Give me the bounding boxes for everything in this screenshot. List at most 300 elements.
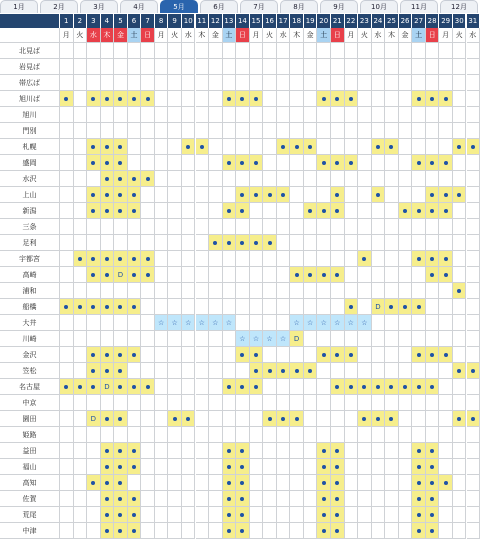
- calendar-cell[interactable]: [223, 507, 237, 523]
- calendar-cell[interactable]: [101, 267, 115, 283]
- calendar-cell[interactable]: [426, 443, 440, 459]
- calendar-cell[interactable]: [331, 443, 345, 459]
- calendar-cell[interactable]: [345, 347, 359, 363]
- month-tab-7[interactable]: 7月: [240, 0, 278, 13]
- month-tab-11[interactable]: 11月: [400, 0, 438, 13]
- calendar-cell[interactable]: [263, 187, 277, 203]
- calendar-cell[interactable]: [345, 299, 359, 315]
- venue-label[interactable]: 宇都宮: [0, 251, 60, 267]
- calendar-cell[interactable]: [317, 459, 331, 475]
- calendar-cell[interactable]: [128, 203, 142, 219]
- calendar-cell[interactable]: [358, 251, 372, 267]
- venue-label[interactable]: 上山: [0, 187, 60, 203]
- calendar-cell[interactable]: [304, 139, 318, 155]
- calendar-cell[interactable]: [439, 251, 453, 267]
- calendar-cell: [331, 123, 345, 139]
- calendar-cell[interactable]: [317, 91, 331, 107]
- calendar-cell[interactable]: [412, 523, 426, 539]
- calendar-cell[interactable]: [114, 507, 128, 523]
- calendar-cell[interactable]: [236, 523, 250, 539]
- calendar-cell[interactable]: [60, 379, 74, 395]
- calendar-cell[interactable]: [317, 443, 331, 459]
- calendar-cell[interactable]: [87, 267, 101, 283]
- calendar-cell[interactable]: [250, 91, 264, 107]
- calendar-cell[interactable]: [467, 139, 480, 155]
- calendar-cell[interactable]: [209, 315, 223, 331]
- calendar-cell[interactable]: [372, 299, 386, 315]
- calendar-cell: [60, 155, 74, 171]
- calendar-cell[interactable]: [317, 347, 331, 363]
- calendar-cell[interactable]: [182, 139, 196, 155]
- calendar-cell[interactable]: [331, 523, 345, 539]
- calendar-cell[interactable]: [101, 187, 115, 203]
- race-day-dot-icon: [132, 193, 136, 197]
- month-tab-4[interactable]: 4月: [120, 0, 158, 13]
- calendar-cell[interactable]: [385, 411, 399, 427]
- month-tab-5[interactable]: 5月: [160, 0, 198, 13]
- calendar-cell[interactable]: [426, 507, 440, 523]
- calendar-cell[interactable]: [317, 315, 331, 331]
- calendar-cell[interactable]: [141, 267, 155, 283]
- day-number-31: 31: [467, 14, 480, 28]
- calendar-cell[interactable]: [277, 139, 291, 155]
- calendar-cell[interactable]: [60, 299, 74, 315]
- calendar-cell[interactable]: [277, 411, 291, 427]
- calendar-cell[interactable]: [101, 379, 115, 395]
- calendar-cell[interactable]: [128, 347, 142, 363]
- venue-label[interactable]: 荒尾: [0, 507, 60, 523]
- month-tab-8[interactable]: 8月: [280, 0, 318, 13]
- calendar-cell[interactable]: [223, 459, 237, 475]
- calendar-cell[interactable]: [87, 379, 101, 395]
- calendar-cell[interactable]: [345, 379, 359, 395]
- venue-label[interactable]: 旭川ば: [0, 91, 60, 107]
- calendar-cell[interactable]: [141, 91, 155, 107]
- calendar-cell[interactable]: [87, 91, 101, 107]
- calendar-cell[interactable]: [101, 155, 115, 171]
- month-tab-10[interactable]: 10月: [360, 0, 398, 13]
- calendar-cell[interactable]: [426, 523, 440, 539]
- calendar-cell[interactable]: [331, 315, 345, 331]
- calendar-cell[interactable]: [290, 331, 304, 347]
- calendar-cell[interactable]: [439, 187, 453, 203]
- calendar-cell[interactable]: [439, 475, 453, 491]
- calendar-cell[interactable]: [114, 411, 128, 427]
- venue-label[interactable]: 笠松: [0, 363, 60, 379]
- calendar-cell[interactable]: [87, 203, 101, 219]
- race-day-dot-icon: [281, 417, 285, 421]
- calendar-cell[interactable]: [114, 155, 128, 171]
- calendar-cell[interactable]: [223, 155, 237, 171]
- calendar-cell[interactable]: [128, 91, 142, 107]
- calendar-cell[interactable]: [250, 347, 264, 363]
- calendar-cell[interactable]: [304, 363, 318, 379]
- calendar-cell[interactable]: [372, 139, 386, 155]
- calendar-cell[interactable]: [114, 203, 128, 219]
- calendar-cell[interactable]: [114, 443, 128, 459]
- calendar-cell[interactable]: [128, 379, 142, 395]
- calendar-cell[interactable]: [412, 507, 426, 523]
- calendar-cell[interactable]: [236, 507, 250, 523]
- calendar-cell[interactable]: [196, 315, 210, 331]
- calendar-cell[interactable]: [412, 203, 426, 219]
- calendar-cell: [87, 171, 101, 187]
- calendar-cell[interactable]: [168, 315, 182, 331]
- calendar-cell[interactable]: [317, 155, 331, 171]
- calendar-cell[interactable]: [128, 443, 142, 459]
- calendar-cell[interactable]: [101, 363, 115, 379]
- calendar-cell[interactable]: [412, 155, 426, 171]
- calendar-cell[interactable]: [317, 507, 331, 523]
- calendar-cell[interactable]: [250, 363, 264, 379]
- venue-label[interactable]: 園田: [0, 411, 60, 427]
- calendar-cell[interactable]: [128, 459, 142, 475]
- calendar-cell[interactable]: [412, 299, 426, 315]
- calendar-cell[interactable]: [128, 299, 142, 315]
- month-tab-2[interactable]: 2月: [40, 0, 78, 13]
- venue-label[interactable]: 足利: [0, 235, 60, 251]
- calendar-cell[interactable]: [182, 315, 196, 331]
- calendar-cell[interactable]: [290, 139, 304, 155]
- calendar-cell[interactable]: [114, 251, 128, 267]
- venue-label[interactable]: 大井: [0, 315, 60, 331]
- calendar-cell[interactable]: [236, 155, 250, 171]
- venue-label[interactable]: 北見ば: [0, 43, 60, 59]
- calendar-cell[interactable]: [236, 235, 250, 251]
- calendar-cell[interactable]: [439, 91, 453, 107]
- venue-label[interactable]: 名古屋: [0, 379, 60, 395]
- calendar-cell[interactable]: [412, 379, 426, 395]
- calendar-cell[interactable]: [426, 155, 440, 171]
- calendar-cell[interactable]: [114, 347, 128, 363]
- calendar-cell[interactable]: [74, 251, 88, 267]
- calendar-cell: [372, 507, 386, 523]
- calendar-cell[interactable]: [74, 379, 88, 395]
- calendar-cell[interactable]: [439, 203, 453, 219]
- venue-label[interactable]: 新潟: [0, 203, 60, 219]
- calendar-cell[interactable]: [128, 251, 142, 267]
- venue-label[interactable]: 中津: [0, 523, 60, 539]
- calendar-cell[interactable]: [101, 507, 115, 523]
- calendar-cell[interactable]: [236, 491, 250, 507]
- calendar-cell[interactable]: [250, 187, 264, 203]
- calendar-cell[interactable]: [114, 299, 128, 315]
- calendar-cell[interactable]: [236, 347, 250, 363]
- venue-label[interactable]: 高知: [0, 475, 60, 491]
- calendar-cell[interactable]: [263, 331, 277, 347]
- venue-label[interactable]: 水沢: [0, 171, 60, 187]
- calendar-cell[interactable]: [345, 155, 359, 171]
- calendar-cell[interactable]: [87, 187, 101, 203]
- calendar-cell[interactable]: [277, 363, 291, 379]
- calendar-cell[interactable]: [114, 139, 128, 155]
- calendar-cell[interactable]: [87, 363, 101, 379]
- calendar-cell[interactable]: [331, 155, 345, 171]
- calendar-cell[interactable]: [331, 187, 345, 203]
- calendar-cell[interactable]: [331, 267, 345, 283]
- calendar-cell[interactable]: [304, 203, 318, 219]
- calendar-cell[interactable]: [372, 411, 386, 427]
- calendar-cell[interactable]: [141, 379, 155, 395]
- calendar-cell: [128, 139, 142, 155]
- calendar-cell[interactable]: [128, 507, 142, 523]
- calendar-cell[interactable]: [236, 459, 250, 475]
- calendar-cell[interactable]: [426, 459, 440, 475]
- night-race-star-icon: ☆: [199, 319, 205, 327]
- calendar-cell[interactable]: [114, 187, 128, 203]
- calendar-cell[interactable]: [399, 203, 413, 219]
- calendar-cell[interactable]: [114, 363, 128, 379]
- calendar-cell[interactable]: [317, 491, 331, 507]
- race-day-dot-icon: [362, 257, 366, 261]
- calendar-cell[interactable]: [141, 251, 155, 267]
- calendar-cell[interactable]: [101, 171, 115, 187]
- calendar-cell[interactable]: [223, 315, 237, 331]
- month-tab-9[interactable]: 9月: [320, 0, 358, 13]
- race-day-dot-icon: [335, 497, 339, 501]
- venue-label[interactable]: 旭川: [0, 107, 60, 123]
- calendar-cell[interactable]: [114, 267, 128, 283]
- calendar-cell: [277, 443, 291, 459]
- calendar-cell[interactable]: [426, 91, 440, 107]
- calendar-cell[interactable]: [250, 379, 264, 395]
- calendar-cell[interactable]: [304, 315, 318, 331]
- calendar-cell[interactable]: [439, 155, 453, 171]
- calendar-cell[interactable]: [372, 187, 386, 203]
- calendar-cell[interactable]: [114, 171, 128, 187]
- calendar-cell[interactable]: [412, 459, 426, 475]
- calendar-cell[interactable]: [263, 363, 277, 379]
- venue-label[interactable]: 佐賀: [0, 491, 60, 507]
- venue-label[interactable]: 三条: [0, 219, 60, 235]
- month-tab-3[interactable]: 3月: [80, 0, 118, 13]
- calendar-cell[interactable]: [223, 235, 237, 251]
- calendar-cell: [290, 251, 304, 267]
- calendar-cell[interactable]: [331, 475, 345, 491]
- calendar-cell[interactable]: [453, 283, 467, 299]
- calendar-cell[interactable]: [453, 139, 467, 155]
- calendar-cell[interactable]: [128, 187, 142, 203]
- calendar-cell[interactable]: [236, 203, 250, 219]
- calendar-cell: [236, 283, 250, 299]
- calendar-cell[interactable]: [101, 91, 115, 107]
- calendar-cell[interactable]: [101, 347, 115, 363]
- calendar-cell[interactable]: [87, 139, 101, 155]
- calendar-cell[interactable]: [250, 235, 264, 251]
- calendar-cell[interactable]: [439, 267, 453, 283]
- calendar-cell[interactable]: [317, 475, 331, 491]
- calendar-cell[interactable]: [426, 251, 440, 267]
- calendar-cell[interactable]: [385, 139, 399, 155]
- venue-label[interactable]: 岩見ば: [0, 59, 60, 75]
- calendar-cell[interactable]: [331, 491, 345, 507]
- calendar-cell[interactable]: [236, 379, 250, 395]
- calendar-cell[interactable]: [426, 267, 440, 283]
- calendar-cell[interactable]: [196, 139, 210, 155]
- calendar-cell[interactable]: [399, 379, 413, 395]
- calendar-cell[interactable]: [114, 491, 128, 507]
- venue-label[interactable]: 船橋: [0, 299, 60, 315]
- calendar-cell[interactable]: [290, 363, 304, 379]
- month-tab-6[interactable]: 6月: [200, 0, 238, 13]
- calendar-cell[interactable]: [87, 155, 101, 171]
- calendar-cell[interactable]: [101, 443, 115, 459]
- calendar-cell: [236, 251, 250, 267]
- venue-label[interactable]: 札幌: [0, 139, 60, 155]
- calendar-cell[interactable]: [101, 475, 115, 491]
- calendar-cell[interactable]: [87, 475, 101, 491]
- venue-label[interactable]: 高崎: [0, 267, 60, 283]
- calendar-cell[interactable]: [101, 523, 115, 539]
- calendar-cell[interactable]: [290, 267, 304, 283]
- venue-label[interactable]: 帯広ば: [0, 75, 60, 91]
- calendar-cell[interactable]: [182, 411, 196, 427]
- calendar-cell[interactable]: [168, 411, 182, 427]
- calendar-cell[interactable]: [467, 363, 480, 379]
- calendar-cell[interactable]: [236, 331, 250, 347]
- calendar-cell[interactable]: [385, 299, 399, 315]
- calendar-cell[interactable]: [223, 443, 237, 459]
- calendar-cell[interactable]: [345, 315, 359, 331]
- calendar-cell[interactable]: [358, 411, 372, 427]
- venue-label[interactable]: 益田: [0, 443, 60, 459]
- calendar-cell[interactable]: [101, 459, 115, 475]
- race-day-dot-icon: [105, 305, 109, 309]
- calendar-cell[interactable]: [317, 523, 331, 539]
- calendar-cell[interactable]: [101, 299, 115, 315]
- calendar-cell[interactable]: [331, 203, 345, 219]
- calendar-cell[interactable]: [331, 459, 345, 475]
- calendar-cell[interactable]: [223, 379, 237, 395]
- venue-label[interactable]: 浦和: [0, 283, 60, 299]
- calendar-cell[interactable]: [209, 235, 223, 251]
- calendar-cell[interactable]: [236, 443, 250, 459]
- calendar-cell[interactable]: [304, 267, 318, 283]
- calendar-cell[interactable]: [467, 411, 480, 427]
- calendar-cell[interactable]: [87, 299, 101, 315]
- calendar-cell[interactable]: [345, 91, 359, 107]
- calendar-cell[interactable]: [128, 267, 142, 283]
- calendar-cell[interactable]: [453, 411, 467, 427]
- calendar-cell[interactable]: [74, 299, 88, 315]
- calendar-cell[interactable]: [223, 523, 237, 539]
- calendar-cell[interactable]: [453, 363, 467, 379]
- calendar-cell[interactable]: [236, 475, 250, 491]
- calendar-cell[interactable]: [317, 203, 331, 219]
- venue-label[interactable]: 盛岡: [0, 155, 60, 171]
- race-day-dot-icon: [105, 369, 109, 373]
- calendar-cell[interactable]: [101, 411, 115, 427]
- venue-label[interactable]: 川崎: [0, 331, 60, 347]
- calendar-cell[interactable]: [114, 459, 128, 475]
- venue-label[interactable]: 金沢: [0, 347, 60, 363]
- calendar-cell[interactable]: [87, 347, 101, 363]
- calendar-cell[interactable]: [426, 203, 440, 219]
- calendar-cell[interactable]: [141, 171, 155, 187]
- calendar-cell[interactable]: [114, 379, 128, 395]
- calendar-cell[interactable]: [358, 379, 372, 395]
- calendar-cell[interactable]: [236, 187, 250, 203]
- calendar-cell[interactable]: [426, 379, 440, 395]
- calendar-cell[interactable]: [128, 491, 142, 507]
- calendar-cell[interactable]: [372, 379, 386, 395]
- venue-label[interactable]: 福山: [0, 459, 60, 475]
- race-day-dot-icon: [105, 177, 109, 181]
- venue-label[interactable]: 姫路: [0, 427, 60, 443]
- calendar-cell[interactable]: [114, 91, 128, 107]
- calendar-cell[interactable]: [101, 139, 115, 155]
- calendar-cell[interactable]: [385, 379, 399, 395]
- calendar-cell[interactable]: [223, 203, 237, 219]
- calendar-cell[interactable]: [331, 379, 345, 395]
- weekday-16: 火: [263, 28, 277, 43]
- calendar-cell[interactable]: [60, 91, 74, 107]
- calendar-cell[interactable]: [101, 491, 115, 507]
- calendar-cell[interactable]: [263, 235, 277, 251]
- calendar-cell[interactable]: [290, 315, 304, 331]
- calendar-cell[interactable]: [317, 267, 331, 283]
- calendar-cell[interactable]: [358, 315, 372, 331]
- calendar-cell[interactable]: [87, 411, 101, 427]
- calendar-cell[interactable]: [155, 315, 169, 331]
- calendar-cell[interactable]: [101, 203, 115, 219]
- month-tab-1[interactable]: 1月: [0, 0, 38, 13]
- calendar-cell[interactable]: [331, 507, 345, 523]
- calendar-cell[interactable]: [426, 491, 440, 507]
- calendar-cell: [209, 43, 223, 59]
- calendar-cell[interactable]: [87, 251, 101, 267]
- calendar-cell[interactable]: [114, 475, 128, 491]
- calendar-cell[interactable]: [412, 491, 426, 507]
- calendar-cell[interactable]: [331, 91, 345, 107]
- calendar-cell: [277, 251, 291, 267]
- calendar-cell[interactable]: [250, 331, 264, 347]
- calendar-cell[interactable]: [412, 443, 426, 459]
- calendar-cell[interactable]: [250, 155, 264, 171]
- calendar-cell[interactable]: [426, 187, 440, 203]
- calendar-cell[interactable]: [236, 91, 250, 107]
- calendar-cell[interactable]: [412, 251, 426, 267]
- calendar-cell[interactable]: [412, 475, 426, 491]
- calendar-cell[interactable]: [412, 347, 426, 363]
- calendar-cell: [453, 219, 467, 235]
- calendar-cell[interactable]: [223, 475, 237, 491]
- calendar-cell: [250, 59, 264, 75]
- race-day-dot-icon: [118, 305, 122, 309]
- venue-label[interactable]: 門別: [0, 123, 60, 139]
- venue-label[interactable]: 中京: [0, 395, 60, 411]
- calendar-cell[interactable]: [128, 523, 142, 539]
- calendar-cell[interactable]: [290, 411, 304, 427]
- calendar-cell[interactable]: [412, 91, 426, 107]
- calendar-cell[interactable]: [426, 475, 440, 491]
- month-tab-12[interactable]: 12月: [440, 0, 478, 13]
- calendar-cell[interactable]: [101, 251, 115, 267]
- calendar-cell[interactable]: [453, 187, 467, 203]
- race-day-dot-icon: [146, 385, 150, 389]
- calendar-cell[interactable]: [277, 187, 291, 203]
- calendar-cell[interactable]: [426, 347, 440, 363]
- calendar-cell[interactable]: [439, 347, 453, 363]
- calendar-cell[interactable]: [399, 299, 413, 315]
- calendar-cell[interactable]: [128, 171, 142, 187]
- calendar-cell[interactable]: [331, 347, 345, 363]
- calendar-cell[interactable]: [223, 491, 237, 507]
- calendar-cell[interactable]: [114, 523, 128, 539]
- calendar-cell[interactable]: [223, 91, 237, 107]
- calendar-cell[interactable]: [277, 331, 291, 347]
- calendar-cell[interactable]: [263, 411, 277, 427]
